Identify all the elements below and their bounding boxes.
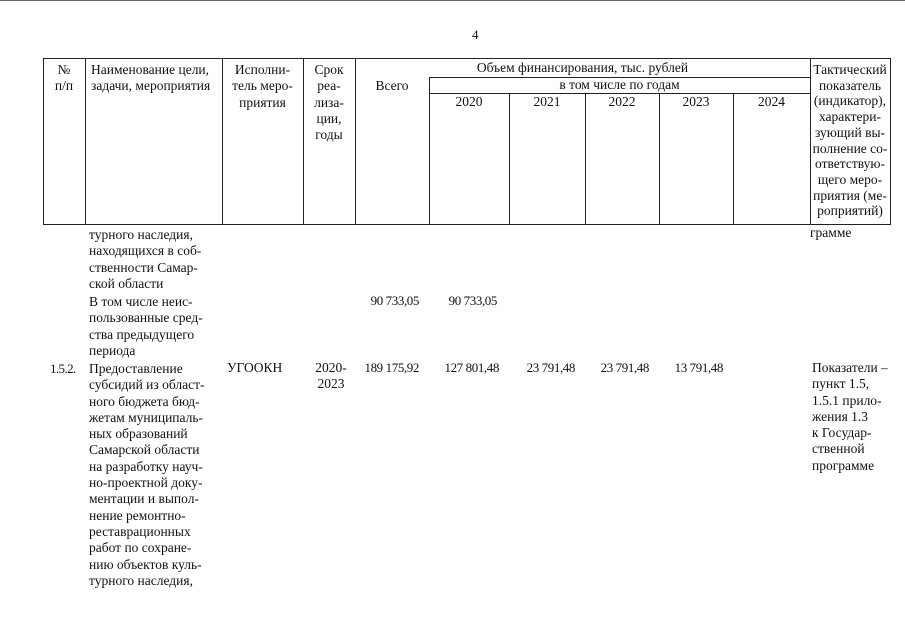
subrow-total: 90 733,05: [370, 293, 419, 308]
row-152-2022: 23 791,48: [600, 360, 649, 375]
top-scan-edge: [0, 0, 905, 1]
header-col-executor: Исполни- тель меро- приятия: [232, 62, 293, 110]
continuation-name: турного наследия, находящихся в соб- ственности Самар- ской области: [89, 227, 202, 291]
row-152-2023: 13 791,48: [674, 360, 723, 375]
row-152-name: Предоставление субсидий из област- ного бюджета бюд- жетам муниципаль- ных образований Самарской области на разработку науч- но-проектной доку- ментации и выпол- нение ремонтно- реставрационных работ по сохране- нию объектов куль- турного наследия,: [89, 361, 205, 588]
row-152-2021: 23 791,48: [526, 360, 575, 375]
header-col-indicator: Тактический показатель (индикатор), характери- зующий вы- полнение со- ответствую- щего меро- приятия (ме- роприятий): [812, 62, 888, 219]
row-152-total: 189 175,92: [364, 360, 419, 375]
header-year-2023: 2023: [682, 94, 710, 109]
header-col-name: Наименование цели, задачи, мероприятия: [91, 62, 211, 94]
continuation-indicator: грамме: [810, 225, 852, 240]
page-number: 4: [472, 27, 479, 42]
header-year-2022: 2022: [608, 94, 636, 109]
header-funding-title: Объем финансирования, тыс. рублей: [476, 60, 689, 75]
subrow-name: В том числе неис- пользованные сред- ства предыдущего периода: [89, 294, 203, 358]
header-year-2021: 2021: [533, 94, 561, 109]
row-152-indicator: Показатели – пункт 1.5, 1.5.1 прило- жения 1.3 к Государ- ственной программе: [812, 360, 888, 473]
header-year-2020: 2020: [455, 94, 483, 109]
subrow-2020: 90 733,05: [448, 293, 497, 308]
header-col-no: № п/п: [54, 62, 74, 94]
row-152-term: 2020- 2023: [315, 360, 347, 392]
header-col-term: Срок реа- лиза- ции, годы: [314, 62, 344, 143]
header-col-total: Всего: [375, 78, 409, 93]
row-152-executor: УГООКН: [227, 360, 283, 375]
header-year-2024: 2024: [758, 94, 785, 109]
row-152-2020: 127 801,48: [444, 360, 499, 375]
row-152-no: 1.5.2.: [50, 361, 76, 376]
header-by-years-title: в том числе по годам: [559, 77, 680, 92]
